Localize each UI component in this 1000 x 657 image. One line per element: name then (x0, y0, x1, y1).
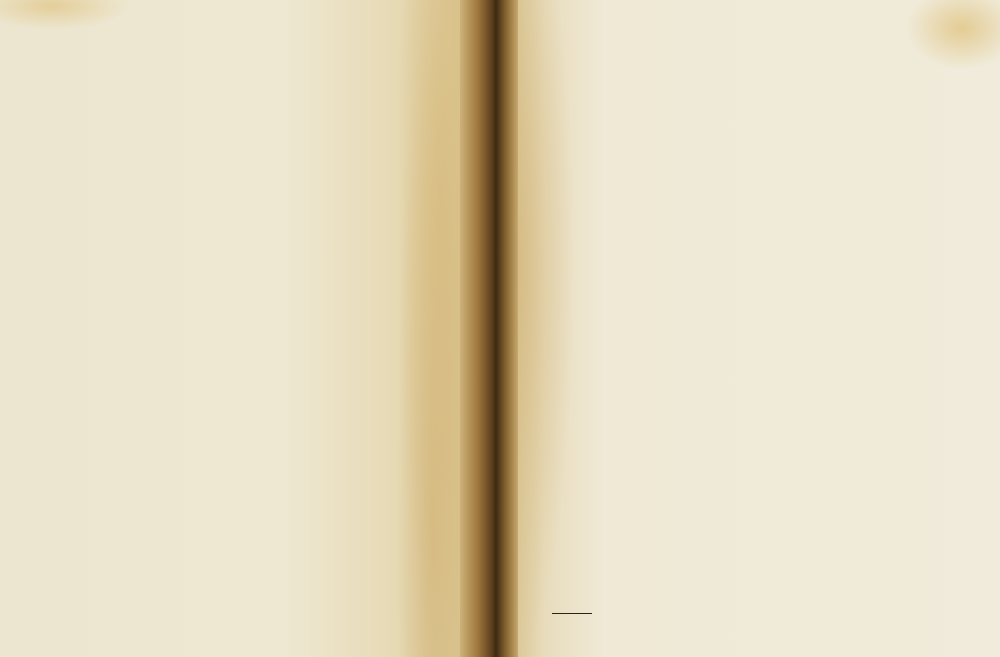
right-page (505, 0, 1000, 657)
parchment-border-left (395, 0, 470, 657)
ornament-top-left (0, 0, 130, 30)
book-spine-gutter (460, 0, 518, 657)
footnote-rule (552, 613, 592, 614)
ornament-top-right (905, 0, 1000, 70)
